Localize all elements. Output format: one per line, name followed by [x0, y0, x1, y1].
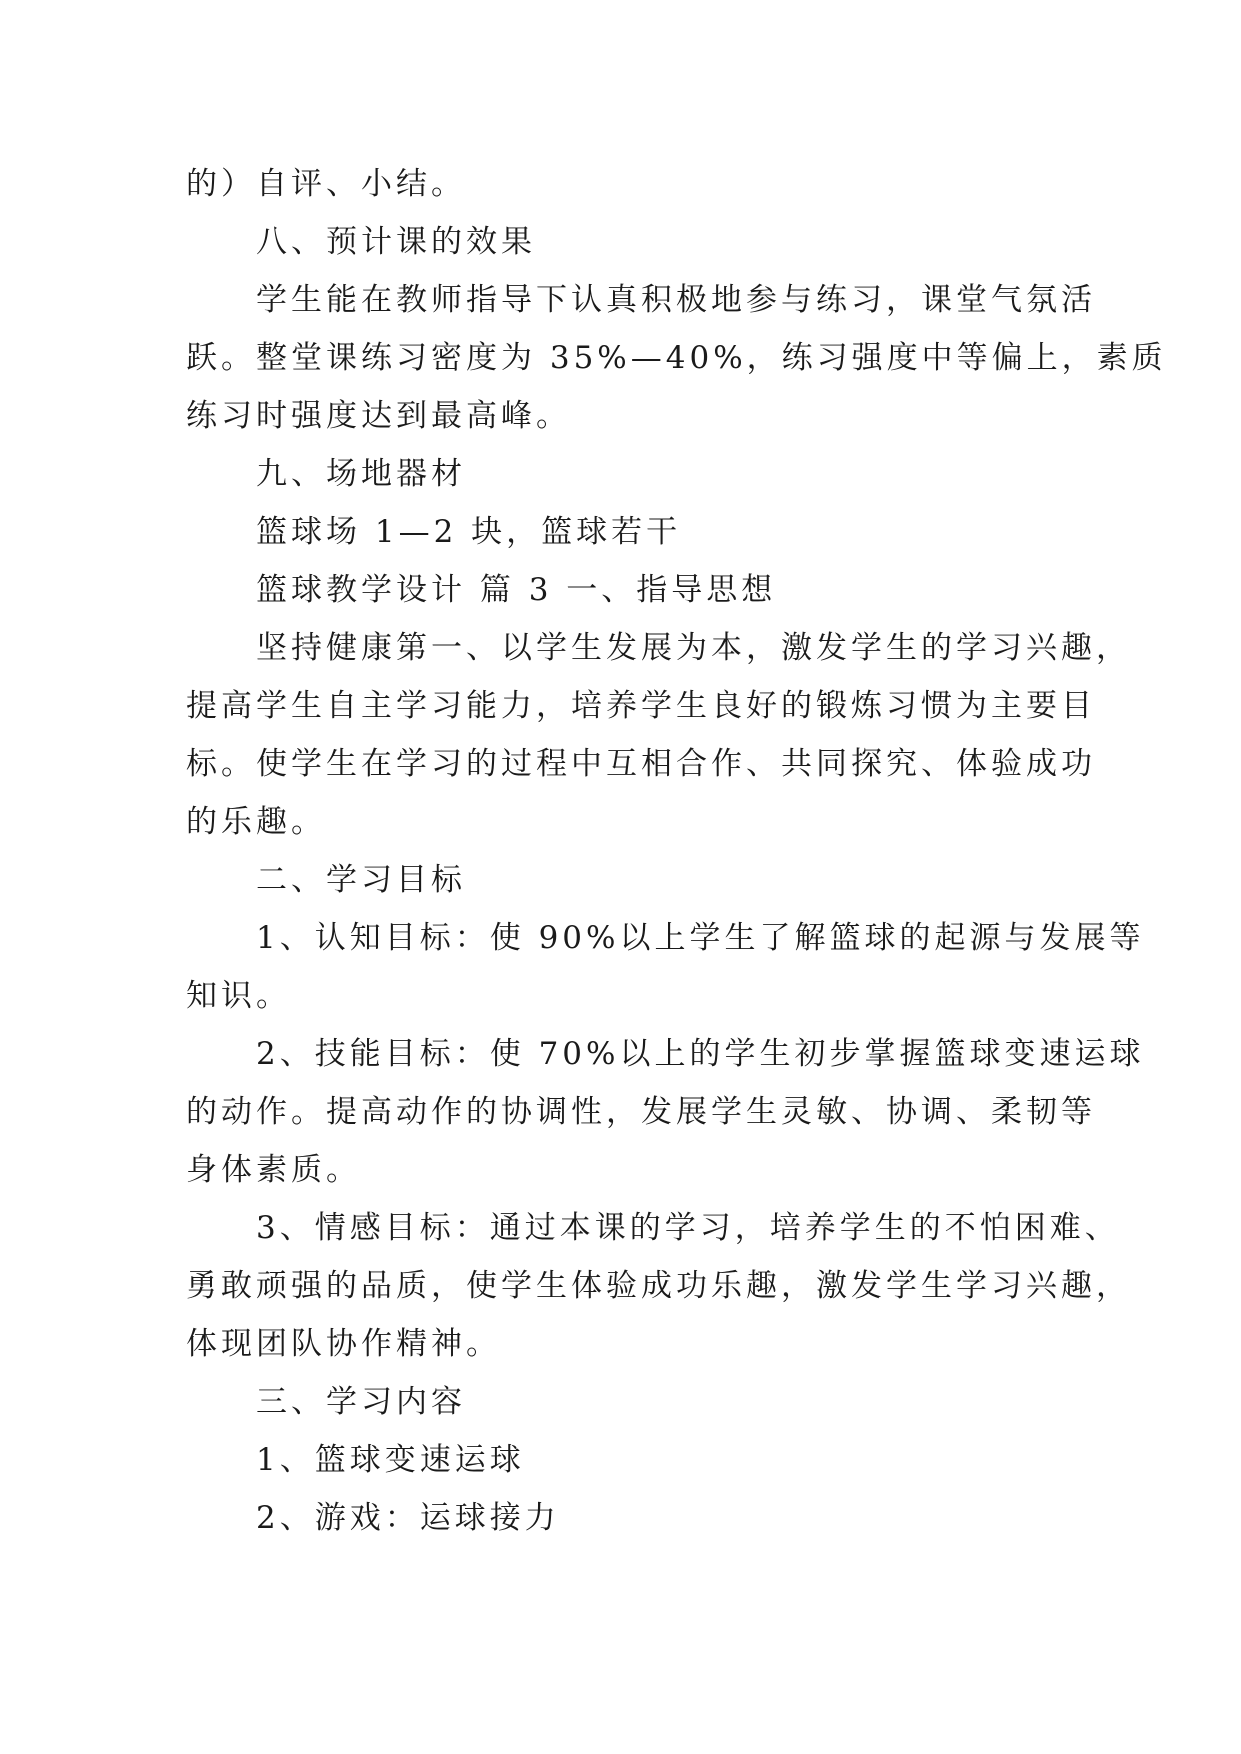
paragraph-line: 勇敢顽强的品质，使学生体验成功乐趣，激发学生学习兴趣，: [186, 1268, 1131, 1304]
paragraph-line: 跃。整堂课练习密度为 35%—40%，练习强度中等偏上，素质: [186, 340, 1167, 376]
paragraph-line: 的）自评、小结。: [186, 166, 466, 202]
section-heading: 九、场地器材: [256, 456, 466, 492]
list-item: 2、游戏：运球接力: [256, 1500, 560, 1536]
section-heading: 二、学习目标: [256, 862, 466, 898]
paragraph-line: 1、认知目标：使 90%以上学生了解篮球的起源与发展等: [256, 920, 1145, 956]
paragraph-line: 身体素质。: [186, 1152, 361, 1188]
section-heading: 八、预计课的效果: [256, 224, 536, 260]
paragraph-line: 坚持健康第一、以学生发展为本，激发学生的学习兴趣，: [256, 630, 1131, 666]
paragraph-line: 知识。: [186, 978, 291, 1014]
paragraph-line: 体现团队协作精神。: [186, 1326, 501, 1362]
paragraph-line: 练习时强度达到最高峰。: [186, 398, 571, 434]
paragraph-line: 2、技能目标：使 70%以上的学生初步掌握篮球变速运球: [256, 1036, 1145, 1072]
paragraph-line: 篮球场 1—2 块，篮球若干: [256, 514, 682, 550]
section-heading: 篮球教学设计 篇 3 一、指导思想: [256, 572, 777, 608]
list-item: 1、篮球变速运球: [256, 1442, 525, 1478]
paragraph-line: 学生能在教师指导下认真积极地参与练习，课堂气氛活: [256, 282, 1096, 318]
paragraph-line: 的乐趣。: [186, 804, 326, 840]
paragraph-line: 标。使学生在学习的过程中互相合作、共同探究、体验成功: [186, 746, 1096, 782]
paragraph-line: 提高学生自主学习能力，培养学生良好的锻炼习惯为主要目: [186, 688, 1096, 724]
paragraph-line: 3、情感目标：通过本课的学习，培养学生的不怕困难、: [256, 1210, 1120, 1246]
section-heading: 三、学习内容: [256, 1384, 466, 1420]
paragraph-line: 的动作。提高动作的协调性，发展学生灵敏、协调、柔韧等: [186, 1094, 1096, 1130]
